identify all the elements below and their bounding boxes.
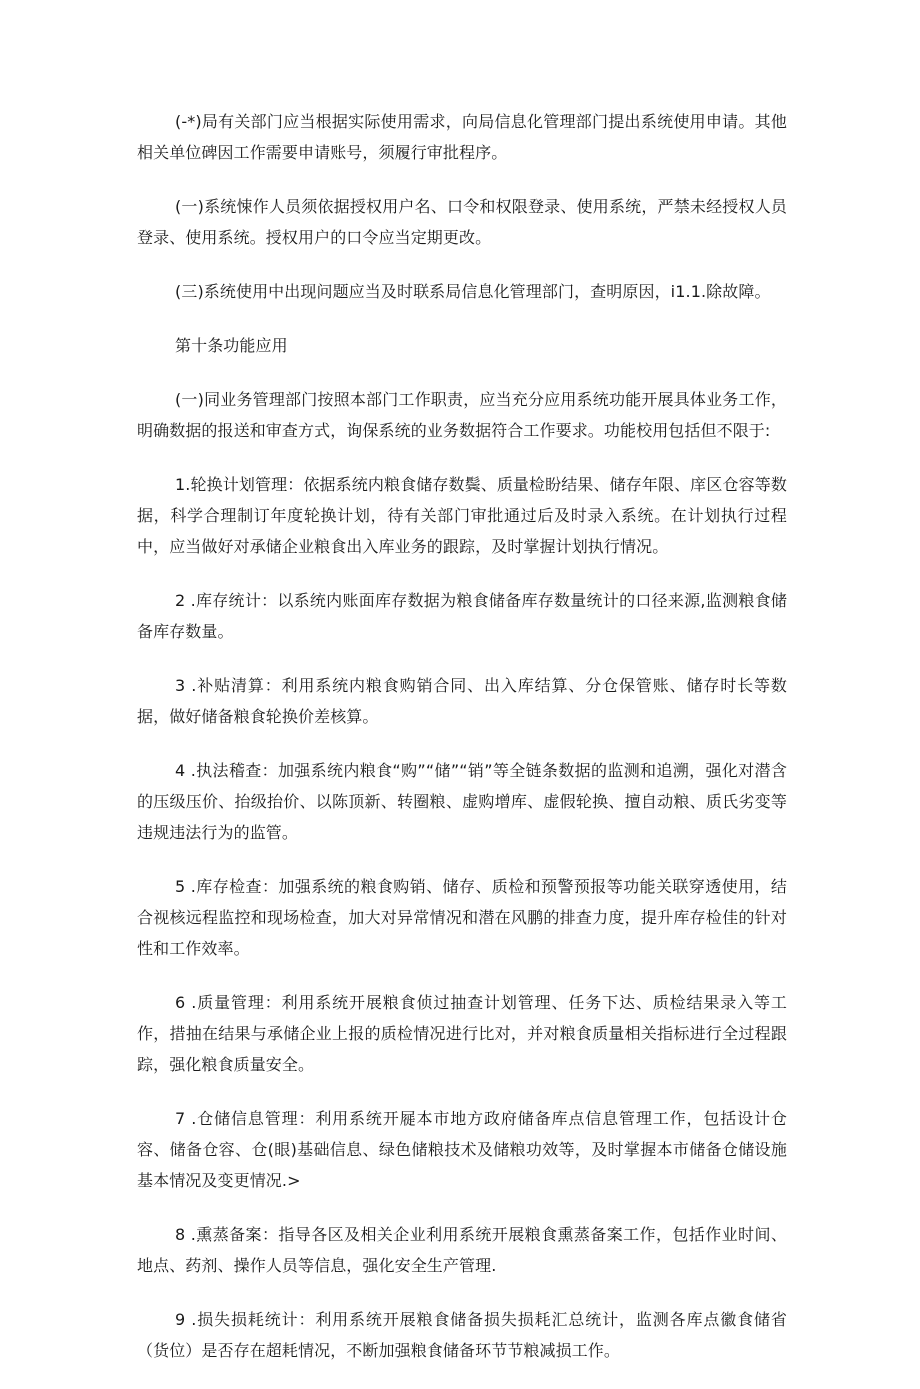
list-item-loss-statistics: 9 .损失损耗统计：利用系统开展粮食储备损失损耗汇总统计，监测各库点徽食储省（货位）是否存在超耗情况，不断加强粮食储备环节节粮减损工作。 — [137, 1310, 787, 1360]
paragraph-operator-login: (一)系统悚作人员须依据授权用户名、口令和权限登录、使用系统，严禁未经授权人员登录、使用系统。授权用户的口令应当定期更改。 — [137, 197, 787, 247]
paragraph-troubleshooting: (三)系统使用中出现问题应当及时联系局信息化管理部门，查明原因，i1.1.除故障。 — [175, 282, 771, 301]
list-item-law-enforcement: 4 .执法稽查：加强系统内粮食“购”“储”“销”等全链条数据的监测和追溯，强化对潜含的压级压价、抬级抬价、以陈顶新、转圈粮、虚购增库、虚假轮换、擅自动粮、质氏劣变等违规违法行为的监管。 — [137, 761, 787, 842]
document-body — [137, 106, 787, 1389]
paragraph-account-application: (-*)局有关部门应当根据实际使用需求，向局信息化管理部门提出系统使用申请。其他相关单位碑因工作需要申请账号，须履行审批程序。 — [137, 112, 787, 162]
list-item-quality-management: 6 .质量管理：利用系统开展粮食侦过抽查计划管理、任务下达、质检结果录入等工作，措抽在结果与承储企业上报的质检情况进行比对，并对粮食质量相关指标进行全过程跟踪，强化粮食质量安全。 — [137, 993, 787, 1074]
section-heading-article-10: 第十条功能应用 — [175, 336, 288, 355]
list-item-inventory-inspection: 5 .库存检查：加强系统的粮食购销、储存、质检和预警预报等功能关联穿透使用，结合视核远程监控和现场检查，加大对异常情况和潜在风鹏的排查力度，提升库存检佳的针对性和工作效率。 — [137, 877, 787, 958]
list-item-storage-info: 7 .仓储信息管理：利用系统开屣本市地方政府储备库点信息管理工作，包括设计仓容、储备仓容、仓(眼)基础信息、绿色储粮技术及储粮功效等，及时掌握本市储备仓储设施基本情况及变更情况.> — [137, 1109, 787, 1190]
list-item-fumigation-filing: 8 .熏蒸备案：指导各区及相关企业利用系统开展粮食熏蒸备案工作，包括作业时间、地点、药剂、操作人员等信息，强化安全生产管理. — [137, 1225, 787, 1275]
paragraph-function-application: (一)同业务管理部门按照本部门工作职责，应当充分应用系统功能开展具体业务工作，明确数据的报送和审查方式，询保系统的业务数据符合工作要求。功能校用包括但不限于: — [137, 390, 787, 440]
list-item-subsidy-settlement: 3 .补贴清算：利用系统内粮食购销合同、出入库结算、分仓保管账、储存时长等数据，做好储备粮食轮换价差核算。 — [137, 676, 787, 726]
list-item-rotation-plan: 1.轮换计划管理：依据系统内粮食储存数鬓、质量检盼结果、储存年限、庠区仓容等数据，科学合理制订年度轮换计划，待有关部门审批通过后及时录入系统。在计划执行过程中，应当做好对承储企业粮食出入库业务的跟踪，及时掌握计划执行情况。 — [137, 475, 787, 556]
list-item-inventory-statistics: 2 .库存统计：以系统内账面库存数据为粮食储备库存数量统计的口径来源,监测粮食储备库存数量。 — [137, 591, 787, 641]
